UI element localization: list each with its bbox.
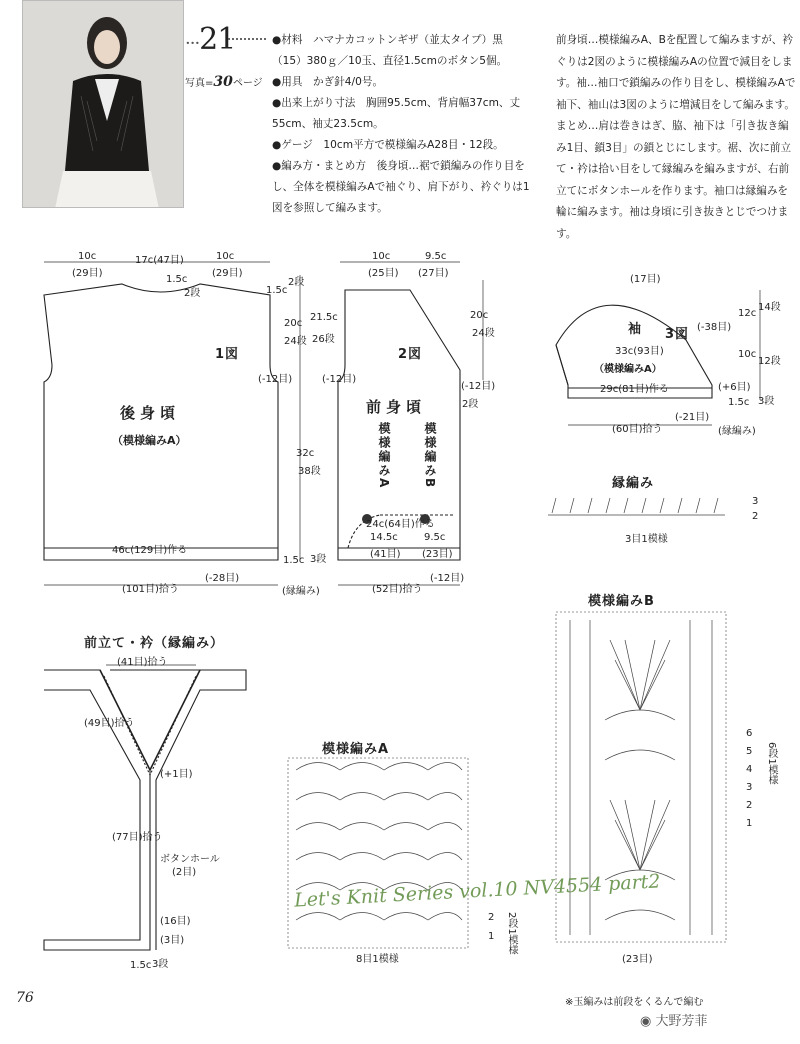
pattern-a-repeat: 8目1模様 [356,954,399,965]
band-s3: (3目) [160,935,185,946]
wechat-icon: ◉ [640,1014,656,1029]
fig1-sh: 1.5c [266,285,288,296]
spec-materials: ●材料 ハマナカコットンギザ（並太タイプ）黒（15）380ｇ／10玉、直径1.5cmのボタン5個。 [272,34,508,67]
fig1-edge: (-28目) [205,573,240,584]
instructions-text: 前身頃…模様編みA、Bを配置して編みますが、衿ぐりは2図のように模様編みAの位置で減目をします。袖…袖口で鎖編みの作り目をし、模様編みAで袖下、袖山は3図のように増減目をして編みます。まとめ…肩は巻きはぎ、脇、袖下は「引き抜き編み1目、鎖3目」の鎖とじにします。裾、次に前立て・衿は拾い目をして縁編みを編みますが、右前立てにボタンホールを作ります。袖口は縁編みを輪に編みます。袖は身頃に引き抜きとじでつけます。 [556,34,796,240]
band-left [44,670,150,950]
fig1-body2: 38段 [298,466,321,477]
pattern-b-row-5: 5 [746,746,753,757]
fig1-w3: 10c [216,251,235,262]
fig1-neck2: 2段 [184,288,201,299]
band-bot2: 3段 [152,959,169,970]
fig3-w33: 33c(93目) [615,346,664,357]
pattern-b-row-1: 1 [746,818,753,829]
band-btn: ボタンホール [160,854,220,865]
fig2-p4: (23目) [422,549,453,560]
band-title: 前立て・衿（縁編み） [84,636,225,651]
edging-stitches [548,498,725,515]
band-s16: (16目) [160,916,191,927]
fig2-w24: 24c(64目)作る [366,519,435,530]
pattern-b-row-2: 2 [746,800,753,811]
fig1-arm1: 20c [284,318,303,329]
spec-gauge: ●ゲージ 10cm平方で模様編みA28目・12段。 [272,139,504,151]
fig3-w29: 29c(81目)作る [600,384,669,395]
pattern-b-row-3: 3 [746,782,753,793]
fig3-l5: 1.5c [728,397,750,408]
fig2-top1: 10c [372,251,391,262]
fig2-p3: (41目) [370,549,401,560]
fig2-top2: 9.5c [425,251,447,262]
pattern-number-value: 21 [199,22,236,57]
fig2-arm1: 20c [470,310,489,321]
watermark-text: 大野芳菲 [655,1014,708,1029]
fig3-l6: 3段 [758,396,775,407]
fig2-sub-b: 模様編みB [423,422,437,490]
fig3-dec2: (-21目) [675,412,710,423]
watermark [640,1010,708,1029]
pattern-b-row-6: 6 [746,728,753,739]
fig1-dec: (-12目) [258,374,293,385]
fig2-p2: 9.5c [424,532,446,543]
fig3-name: 袖 [628,322,643,337]
fig1-sub: （模様編みA） [112,434,187,447]
photo-ref-page: 30 [213,74,233,90]
fig3-l2: 14段 [758,302,781,313]
band-bot: 1.5c [130,960,152,971]
spec-size: ●出来上がり寸法 胸囲95.5cm、背肩幅37cm、丈55cm、袖丈23.5cm。 [272,97,521,130]
fig1-hem: 1.5c [283,555,305,566]
fig2-pick: (52目)拾う [372,584,423,595]
fig1-s3: (29目) [212,268,243,279]
band-inc: (+1目) [160,769,193,780]
pattern-b-row-4: 4 [746,764,753,775]
edging-row-2: 2 [752,511,759,522]
fig2-arm2: 24段 [472,328,495,339]
pattern-b-title: 模様編みB [588,594,655,609]
fig3-l1: 12c [738,308,757,319]
pattern-a-title: 模様編みA [322,742,390,757]
band-btn2: (2目) [172,867,197,878]
fig1-w2: 17c(47目) [135,255,184,266]
edging-title: 縁編み [612,476,655,491]
band-side: (49目)拾う [84,718,135,729]
fig2-top3: (25目) [368,268,399,279]
edging-row-3: 3 [752,496,759,507]
fig1-base: 46c(129目)作る [112,545,188,556]
fig1-edging: (縁編み) [282,586,320,597]
fig2-edge: (-12目) [430,573,465,584]
photo-ref-suffix: ページ [232,78,263,89]
fig1-label: 1図 [215,347,240,362]
fig1-name: 後身頃 [120,404,181,422]
band-top: (41目)拾う [117,657,168,668]
footnote: ※玉編みは前段をくるんで編む [565,997,704,1008]
fig1-body1: 32c [296,448,315,459]
page-number: 76 [16,990,34,1006]
series-watermark: Let's Knit Series vol.10 NV4554 part2 [293,870,662,912]
fig1-arm4: 26段 [312,334,335,345]
fig3-dec: (-38目) [697,322,732,333]
fig2-p1: 14.5c [370,532,398,543]
fig3-inc: (+6目) [718,382,751,393]
fig3-sub: （模様編みA） [594,364,662,375]
fig3-l4: 12段 [758,356,781,367]
edging-repeat: 3目1模様 [625,534,668,545]
fig1-arm2: 24段 [284,336,307,347]
fig1-hem2: 3段 [310,554,327,565]
fig2-dec: (-12目) [461,381,496,392]
fig1-pick: (101目)拾う [122,584,179,595]
fig1-s1: (29目) [72,268,103,279]
spec-method: ●編み方・まとめ方 後身頃…裾で鎖編みの作り目をし、全体を模様編みAで袖ぐり、肩下がり、衿ぐりは1図を参照して編みます。 [272,160,530,214]
pattern-a-row-2: 2 [488,912,495,923]
fig1-w1: 10c [78,251,97,262]
fig1-shd: 2段 [288,277,305,288]
leader-dots: ··· [185,33,200,54]
fig1-dec2: (-12目) [322,374,357,385]
fig2-sub-a: 模様編みA [377,422,391,490]
fig1-neck: 1.5c [166,274,188,285]
pattern-a-rows: 2段1模様 [506,912,517,955]
pattern-a-row-1: 1 [488,931,495,942]
fig2-sh: 2段 [462,399,479,410]
fig3-edging: (縁編み) [718,426,756,437]
fig2-top4: (27目) [418,268,449,279]
fig2-name: 前身頃 [366,398,427,416]
fig3-pick: (60目)拾う [612,424,663,435]
pattern-b-repeat: (23目) [622,954,653,965]
fig3-l3: 10c [738,349,757,360]
pattern-b-rows: 6段1模様 [766,742,777,785]
fig2-label: 2図 [398,347,423,362]
fig1-arm3: 21.5c [310,312,338,323]
fig3-label: 3図 [665,327,690,342]
spec-tools: ●用具 かぎ針4/0号。 [272,76,384,88]
band-front: (77目)拾う [112,832,163,843]
photo-ref-label: 写真= [185,78,214,89]
fig3-top: (17目) [630,274,661,285]
